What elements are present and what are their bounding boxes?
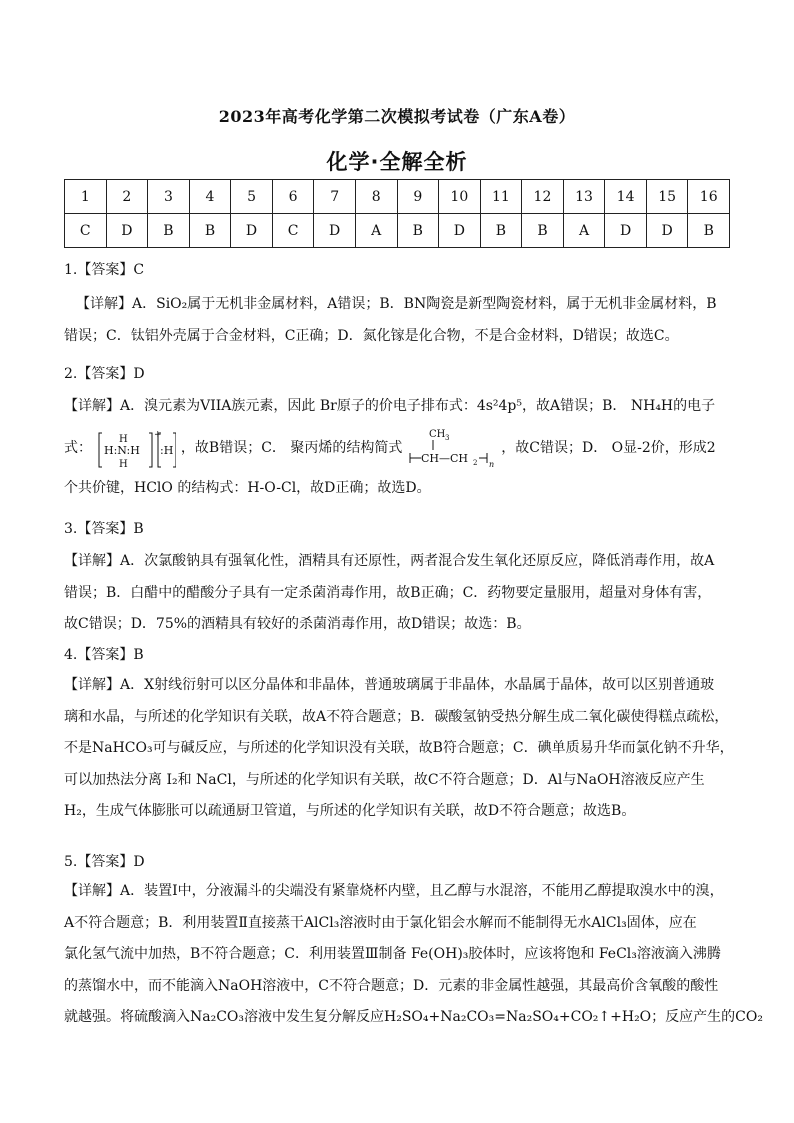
answer-cell: B — [522, 214, 564, 248]
q3-explanation — [64, 546, 730, 641]
answer-cell: D — [231, 214, 273, 248]
q5-explanation — [64, 876, 763, 1034]
answer-cell: D — [605, 214, 647, 248]
nh4h-anion: :H — [160, 443, 174, 457]
question-number-cell: 7 — [314, 180, 356, 214]
question-number-cell: 5 — [231, 180, 273, 214]
nh4h-bottom-h: H — [119, 458, 129, 470]
answer-cell: B — [480, 214, 522, 248]
answer-cell: C — [65, 214, 107, 248]
question-number-cell: 4 — [189, 180, 231, 214]
answer-table-number-row — [65, 180, 730, 214]
q5-answer-heading: 5.【答案】D — [64, 854, 145, 870]
q2-line-2-suffix: ，故C错误；D． O显-2价，形成2 — [501, 439, 716, 456]
q3-answer-heading: 3.【答案】B — [64, 521, 144, 537]
answer-cell: B — [397, 214, 439, 248]
q2-answer-heading: 2.【答案】D — [64, 366, 145, 382]
q4-line-5: H₂，生成气体膨胀可以疏通厨卫管道，与所述的化学知识有关联，故D不符合题意；故选B。 — [64, 803, 636, 819]
question-number-cell: 13 — [563, 180, 605, 214]
answer-table — [64, 179, 730, 248]
answer-cell: B — [688, 214, 730, 248]
q5-line-1: 【详解】A．装置Ⅰ中，分液漏斗的尖端没有紧靠烧杯内壁，且乙醇与水混溶，不能用乙醇提取溴水中的溴， — [64, 883, 724, 899]
question-number-cell: 12 — [522, 180, 564, 214]
q2-line-3: 个共价键，HClO 的结构式：H-O-Cl，故D正确；故选D。 — [64, 479, 431, 496]
q5-line-2: A不符合题意；B．利用装置Ⅱ直接蒸干AlCl₃溶液时由于氯化铝会水解而不能制得无水AlCl₃固体，应在 — [64, 914, 697, 931]
q2-line-2-mid: ，故B错误；C． 聚丙烯的结构简式 — [180, 439, 403, 456]
q2-line-2 — [64, 423, 730, 473]
answer-cell: D — [106, 214, 148, 248]
question-number-cell: 1 — [65, 180, 107, 214]
answer-table-answer-row — [65, 214, 730, 248]
q5-line-4: 的蒸馏水中，而不能滴入NaOH溶液中，C不符合题意；D．元素的非金属性越强，其最高价含氧酸的酸性 — [64, 977, 719, 994]
answer-cell: A — [355, 214, 397, 248]
question-number-cell: 3 — [148, 180, 190, 214]
q5-line-5: 就越强。将硫酸滴入Na₂CO₃溶液中发生复分解反应H₂SO₄+Na₂CO₃=Na₂SO₄+CO₂↑+H₂O；反应产生的CO₂ — [64, 1009, 763, 1025]
pp-ch3: CH — [428, 428, 446, 440]
q2-line-2-prefix: 式： — [64, 439, 92, 456]
q3-line-1: 【详解】A．次氯酸钠具有强氧化性，酒精具有还原性，两者混合发生氧化还原反应，降低消毒作用，故A — [64, 553, 715, 569]
q2-line-1: 【详解】A．溴元素为VIIA族元素，因此 Br原子的价电子排布式：4s²4p⁵，故A错误；B． NH₄H的电子 — [64, 398, 716, 414]
svg-text:+: + — [154, 429, 162, 440]
svg-text:3: 3 — [444, 433, 450, 442]
q4-explanation — [64, 670, 734, 828]
answer-cell: B — [189, 214, 231, 248]
question-number-cell: 11 — [480, 180, 522, 214]
question-number-cell: 2 — [106, 180, 148, 214]
question-number-cell: 8 — [355, 180, 397, 214]
q1-answer-heading: 1.【答案】C — [64, 262, 145, 278]
q1-line-2: 错误；C．钛铝外壳属于合金材料，C正确；D．氮化镓是化合物，不是合金材料，D错误；故选C。 — [64, 327, 679, 344]
q4-line-3: 不是NaHCO₃可与碱反应，与所述的化学知识没有关联，故B符合题意；C．碘单质易升华而氯化钠不升华， — [64, 740, 734, 756]
question-number-cell: 10 — [439, 180, 481, 214]
svg-text:2: 2 — [472, 458, 478, 467]
q2-explanation — [64, 391, 730, 504]
question-number-cell: 14 — [605, 180, 647, 214]
question-number-cell: 15 — [646, 180, 688, 214]
q1-line-1: 【详解】A．SiO₂属于无机非金属材料，A错误；B．BN陶瓷是新型陶瓷材料，属于无机非金属材料，B — [76, 296, 717, 312]
answer-cell: C — [272, 214, 314, 248]
nh4h-center: H:N:H — [104, 443, 141, 457]
nh4h-top-h: H — [119, 433, 129, 445]
q4-answer-heading: 4.【答案】B — [64, 647, 144, 663]
exam-title: 2023年高考化学第二次模拟考试卷（广东A卷） — [218, 107, 576, 126]
answer-cell: D — [314, 214, 356, 248]
answer-cell: A — [563, 214, 605, 248]
question-number-cell: 6 — [272, 180, 314, 214]
q4-line-2: 璃和水晶，与所述的化学知识有关联，故A不符合题意；B．碳酸氢钠受热分解生成二氧化碳使得糕点疏松， — [64, 708, 729, 725]
pp-chain: CH—CH — [420, 451, 468, 465]
polypropylene-structure — [407, 425, 497, 471]
answer-cell: B — [148, 214, 190, 248]
question-number-cell: 16 — [688, 180, 730, 214]
exam-subtitle: 化学·全解全析 — [326, 150, 468, 174]
answer-cell: D — [646, 214, 688, 248]
question-number-cell: 9 — [397, 180, 439, 214]
nh4h-electron-formula — [96, 425, 176, 471]
q1-explanation — [64, 289, 730, 352]
q3-line-2: 错误；B．白醋中的醋酸分子具有一定杀菌消毒作用，故B正确；C．药物要定量服用，超量对身体有害， — [64, 584, 712, 601]
answer-cell: D — [439, 214, 481, 248]
q3-line-3: 故C错误；D．75%的酒精具有较好的杀菌消毒作用，故D错误；故选：B。 — [64, 616, 531, 632]
q5-line-3: 氯化氢气流中加热，B不符合题意；C．利用装置Ⅲ制备 Fe(OH)₃胶体时，应该将饱和 FeCl₃溶液滴入沸腾 — [64, 946, 721, 962]
q4-line-1: 【详解】A．X射线衍射可以区分晶体和非晶体，普通玻璃属于非晶体，水晶属于晶体，故可以区别普通玻 — [64, 677, 715, 693]
q4-line-4: 可以加热法分离 I₂和 NaCl，与所述的化学知识有关联，故C不符合题意；D．Al与NaOH溶液反应产生 — [64, 771, 705, 788]
pp-n: n — [488, 459, 494, 469]
